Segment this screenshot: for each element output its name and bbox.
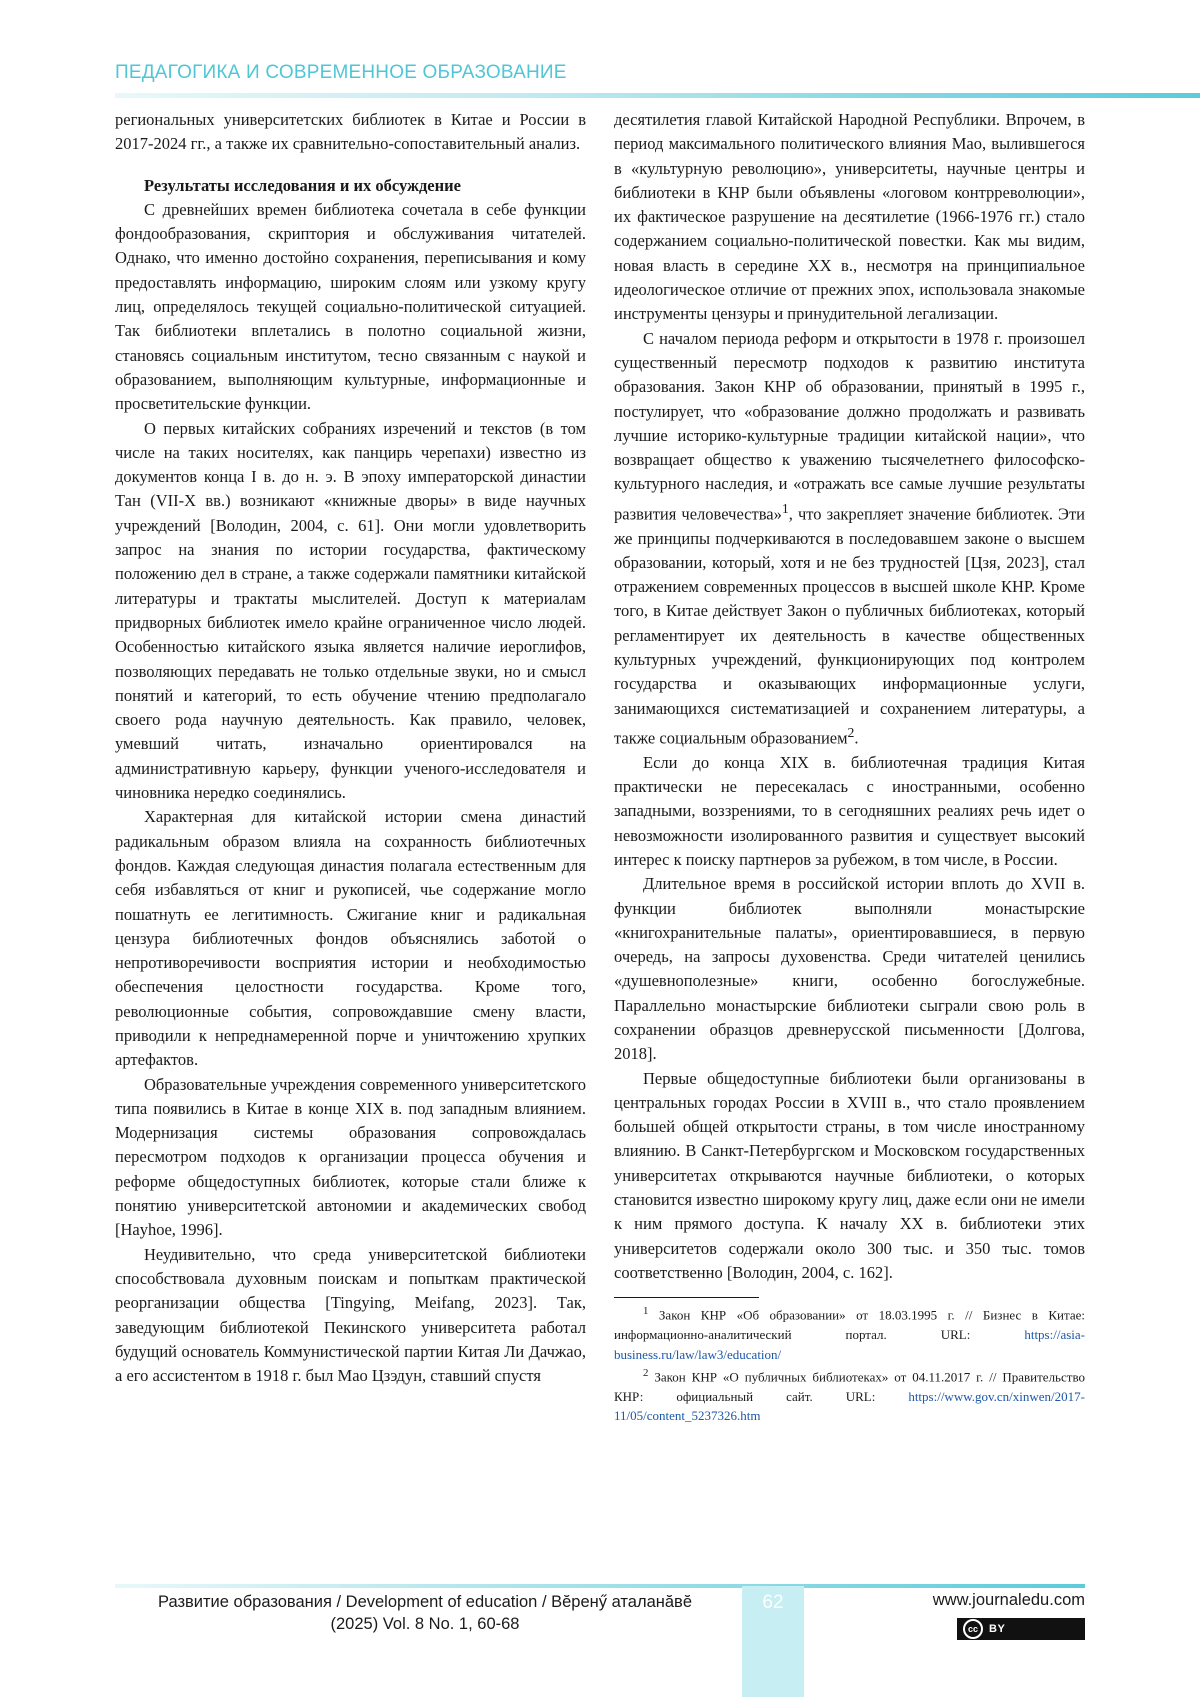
paragraph-text: . xyxy=(854,728,859,748)
footnote-text: Закон КНР «Об образовании» от 18.03.1995 г. // Бизнес в Китае: информационно-аналитический портал. URL: xyxy=(614,1307,1085,1343)
paragraph: Если до конца XIX в. библиотечная традиция Китая практически не пересекалась с иностранными, особенно западными, воззрениями, то в сегодняшних реалиях речь идет о невозможности изолированного развития и существует высокий интерес к поиску партнеров за рубежом, в том числе, в России. xyxy=(614,752,1085,869)
right-column xyxy=(614,108,1085,1426)
footnote-ref-1[interactable]: 1 xyxy=(781,500,789,516)
footer-divider xyxy=(115,1584,1085,1588)
footnote-link[interactable]: https://asia-business.ru/law/law3/education/ xyxy=(614,1327,1085,1362)
page-number: 62 xyxy=(742,1586,804,1697)
intro-paragraph: региональных университетских библиотек в Китае и России в 2017-2024 гг., а также их сравнительно-сопоставительный анализ. xyxy=(115,110,586,154)
journal-citation xyxy=(115,1591,735,1635)
paragraph: Образовательные учреждения современного университетского типа появились в Китае в конце XIX в. под западным влиянием. Модернизация системы образования сопровождалась пересмотром подходов к организации процесса обучения и реформе общедоступных библиотек, которые стали ближе к понятию университетской автономии и академических свобод [Hayhoe, 1996]. xyxy=(115,1074,586,1240)
paragraph: Характерная для китайской истории смена династий радикальным образом влияла на сохранность библиотечных фондов. Каждая следующая династия полагала естественным для себя избавляться от книг и рукописей, чье содержание могло пошатнуть ее легитимность. Сжигание книг и радикальная цензура библиотечных фондов объяснялись заботой о непротиворечивости восприятия истории и необходимостью обеспечения целостности государства. Кроме того, революционные события, сопровождавшие смену власти, приводили к непреднамеренной порче и уничтожению хрупких артефактов. xyxy=(115,807,586,1070)
left-column xyxy=(115,108,586,1388)
paragraph: Первые общедоступные библиотеки были организованы в центральных городах России в XVIII в., что стало проявлением большей общей открытости страны, в том числе иностранному влиянию. В Санкт-Петербургском и Московском государственных университетах открываются научные библиотеки, о которых становится известно широкому кругу лиц, даже если они не имели к ним прямого доступа. К началу XX в. библиотеки этих университетов содержали около 300 тыс. и 350 тыс. томов соответственно [Володин, 2004, с. 162]. xyxy=(614,1068,1085,1282)
footnote-mark: 1 xyxy=(643,1305,649,1318)
journal-section-title: ПЕДАГОГИКА И СОВРЕМЕННОЕ ОБРАЗОВАНИЕ xyxy=(115,62,567,83)
footnote-1 xyxy=(614,1302,1085,1364)
paragraph: О первых китайских собраниях изречений и текстов (в том числе на таких носителях, как панцирь черепахи) известно из документов конца I в. до н. э. В эпоху императорской династии Тан (VII-X вв.) возникают «книжные дворы» в виде научных учреждений [Володин, 2004, с. 61]. Они могли удовлетворить запрос на знания по истории государства, фактическому положению дел в стране, а также содержали памятники китайской литературы и трактаты мыслителей. Доступ к материалам придворных библиотек имело крайне ограниченное число людей. Особенностью китайского языка является наличие иероглифов, позволяющих передавать не только отдельные звуки, но и смысл понятий и категорий, то есть обучение чтению предполагало своего рода научную деятельность. Как правило, человек, умевший читать, изначально ориентировался на административную карьеру, функции ученого-исследователя и чиновника нередко соединялись. xyxy=(115,418,586,803)
journal-volume: (2025) Vol. 8 No. 1, 60-68 xyxy=(330,1615,520,1633)
journal-name: Развитие образования / Development of education / Вĕренӳ аталанăвĕ xyxy=(158,1593,692,1611)
paragraph: С древнейших времен библиотека сочетала в себе функции фондообразования, скриптория и обслуживания читателей. Однако, что именно достойно сохранения, переписывания и кому предоставлять информацию, широким слоям или узкому кругу лиц, определялось текущей социально-политической ситуацией. Так библиотеки вплетались в полотно социальной жизни, становясь социальным институтом, тесно связанным с наукой и образованием, выполняющим культурные, информационные и просветительские функции. xyxy=(115,199,586,414)
journal-website[interactable]: www.journaledu.com xyxy=(932,1591,1085,1609)
footnote-2 xyxy=(614,1364,1085,1426)
cc-license-badge[interactable] xyxy=(957,1618,1085,1640)
footnote-text: Закон КНР «О публичных библиотеках» от 04.11.2017 г. // Правительство КНР: официальный сайт. URL: xyxy=(614,1369,1085,1404)
footnote-ref-2[interactable]: 2 xyxy=(847,724,855,740)
continued-paragraph: десятилетия главой Китайской Народной Республики. Впрочем, в период максимального политического влияния Мао, вылившегося в «культурную революцию», университеты, научные центры и библиотеки в КНР были объявлены «логовом контрреволюции», их фактическое разрушение на десятилетие (1966-1976 гг.) стало содержанием социально-политической повестки. Как мы видим, новая власть в середине XX в., несмотря на принципиальное идеологическое отличие от прежних эпох, использовала знакомые инструменты цензуры и принудительной легализации. xyxy=(614,110,1085,324)
paragraph-text: С началом периода реформ и открытости в 1978 г. произошел существенный пересмотр подходов к развитию института образования. Закон КНР об образовании, принятый в 1995 г., постулирует, что «образование должно продолжать и развивать лучшие историко-культурные традиции китайской нации», что возвращает общество к уважению тысячелетнего философско-культурного наследия, и «отражать все самые лучшие результаты развития человечества» xyxy=(614,328,1085,524)
cc-icon: cc xyxy=(963,1619,983,1639)
cc-by-label: BY xyxy=(989,1623,1006,1635)
footnote-mark: 2 xyxy=(643,1367,649,1380)
section-heading: Результаты исследования и их обсуждение xyxy=(144,175,461,195)
paragraph: Длительное время в российской истории вплоть до XVII в. функции библиотек выполняли монастырские «книгохранительные палаты», ориентировавшиеся, в первую очередь, на запросы духовенства. Среди читателей ценились «душевнополезные» книги, особенно богослужебные. Параллельно монастырские библиотеки сыграли свою роль в сохранении образцов древнерусской письменности [Долгова, 2018]. xyxy=(614,874,1085,1064)
header-divider xyxy=(115,93,1200,98)
footnote-separator xyxy=(614,1297,759,1298)
paragraph-with-footnotes xyxy=(614,327,1085,751)
paragraph-text: , что закрепляет значение библиотек. Эти же принципы подчеркиваются в последовавшем законе о высшем образовании, который, хотя и не без трудностей [Цзя, 2023], стал отражением современных процессов в высшей школе КНР. Кроме того, в Китае действует Закон о публичных библиотеках, который регламентирует их деятельность в качестве общественных культурных учреждений, функционирующих под контролем государства и оказывающих информационные услуги, занимающихся систематизацией и сохранением литературы, а также социальным образованием xyxy=(614,504,1085,748)
footnote-link[interactable]: https://www.gov.cn/xinwen/2017-11/05/content_5237326.htm xyxy=(614,1388,1085,1424)
paragraph: Неудивительно, что среда университетской библиотеки способствовала духовным поискам и попыткам практической реорганизации общества [Tingying, Meifang, 2023]. Так, заведующим библиотекой Пекинского университета работал будущий основатель Коммунистической партии Китая Ли Дачжао, а его ассистентом в 1918 г. был Мао Цзэдун, ставший спустя xyxy=(115,1244,586,1386)
